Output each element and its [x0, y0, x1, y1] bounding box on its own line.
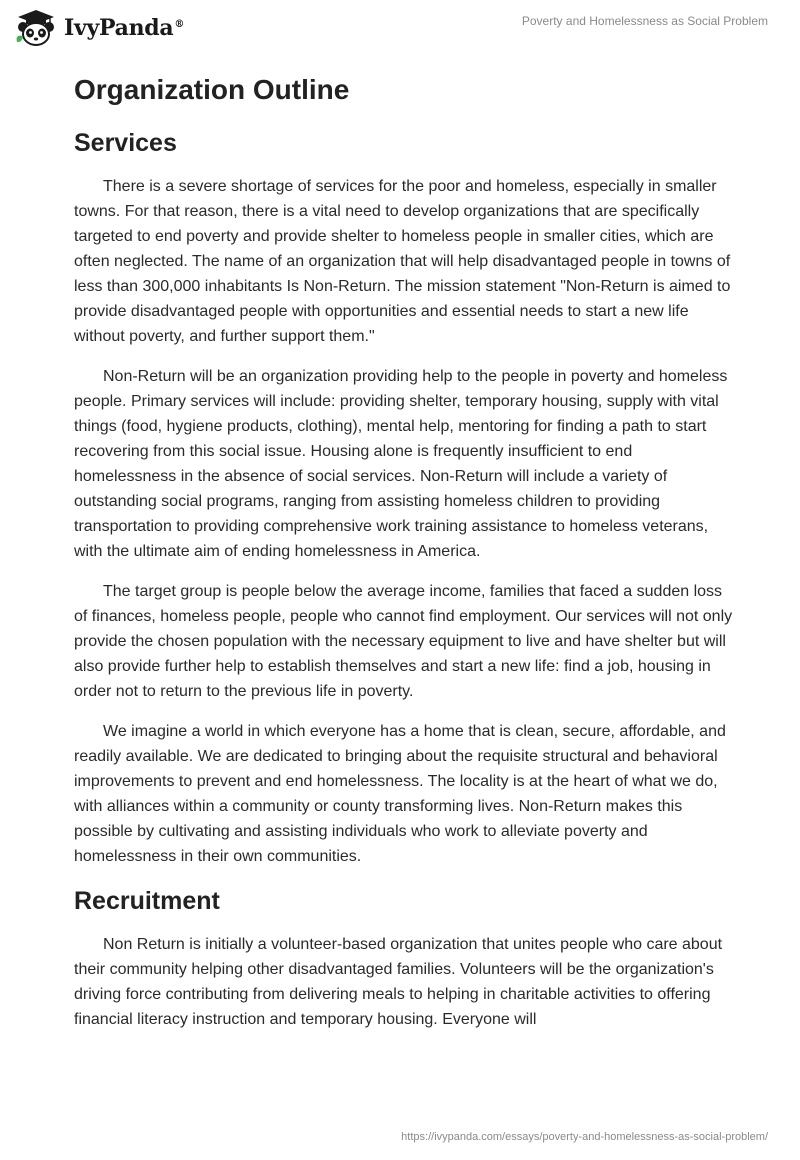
paragraph: We imagine a world in which everyone has a home that is clean, secure, affordable, and readily available. We are dedicated to bringing about the requisite structural and behavioral improvements to prevent and end homelessness. The locality is at the heart of what we do, with alliances within a community or county transforming lives. Non-Return makes this possible by cultivating and assisting individuals who work to alleviate poverty and homelessness in their own communities.	[74, 723, 726, 865]
document-title: Poverty and Homelessness as Social Problem	[521, 14, 768, 28]
panda-graduate-icon	[14, 8, 58, 48]
paragraph: There is a severe shortage of services for the poor and homeless, especially in smaller towns. For that reason, there is a vital need to develop organizations that are specifically targeted to end poverty and provide shelter to homeless people in smaller cities, which are often neglected. The name of an organization that will help disadvantaged people in towns of less than 300,000 inhabitants Is Non-Return. The mission statement "Non-Return is aimed to provide disadvantaged people with opportunities and essential needs to start a new life without poverty, and further support them."	[74, 178, 731, 345]
source-url[interactable]: https://ivypanda.com/essays/poverty-and-homelessness-as-social-problem/	[401, 1131, 768, 1143]
paragraph: Non-Return will be an organization providing help to the people in poverty and homeless people. Primary services will include: providing shelter, temporary housing, supply with vital things (food, hygiene products, clothing), mental help, mentoring for finding a path to start recovering from this social issue. Housing alone is frequently insufficient to end homelessness in the absence of social services. Non-Return will include a variety of outstanding social programs, ranging from assisting homeless children to providing transportation to providing comprehensive work training assistance to homeless veterans, with the ultimate aim of ending homelessness in America.	[74, 368, 728, 560]
brand-name: IvyPanda®	[64, 15, 185, 41]
ivypanda-logo[interactable]	[14, 8, 184, 48]
page-title: Organization Outline	[74, 74, 350, 105]
section-heading-recruitment: Recruitment	[74, 887, 220, 915]
paragraph: Non Return is initially a volunteer-based organization that unites people who care about their community helping other disadvantaged families. Volunteers will be the organization's driving force contributing from delivering meals to helping in charitable activities to offering financial literacy instruction and temporary housing. Everyone will	[74, 936, 723, 1028]
paragraph: The target group is people below the average income, families that faced a sudden loss of finances, homeless people, people who cannot find employment. Our services will not only provide the chosen population with the necessary equipment to live and have shelter but will also provide further help to establish themselves and start a new life: find a job, housing in order not to return to the previous life in poverty.	[74, 583, 733, 700]
essay-content	[74, 70, 734, 1047]
section-heading-services: Services	[74, 129, 177, 157]
page-header	[0, 0, 800, 56]
